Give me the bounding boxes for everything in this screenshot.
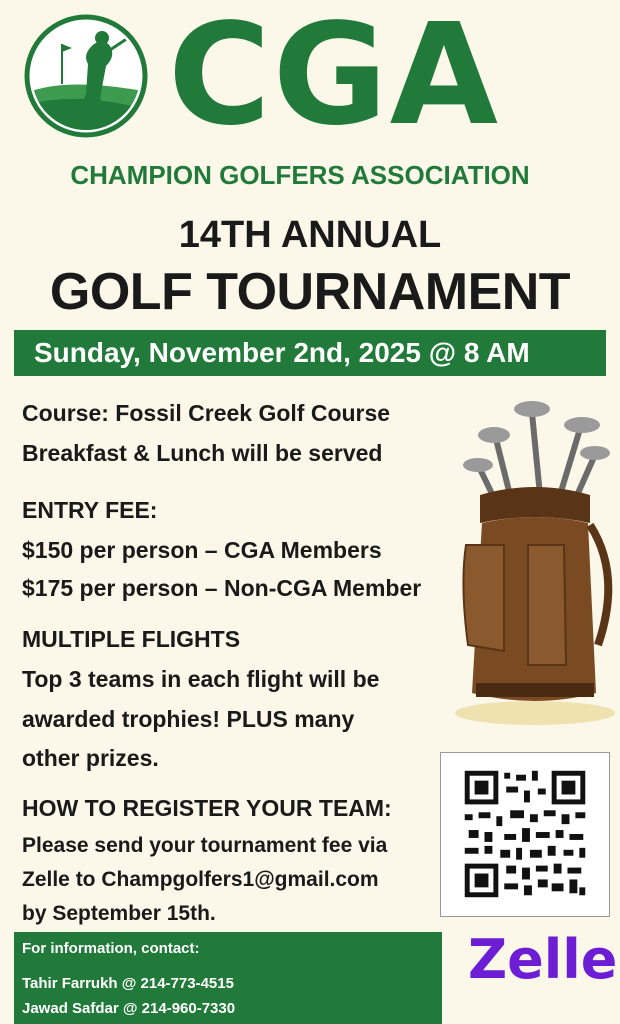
register-line-1: Please send your tournament fee via: [22, 834, 388, 857]
cga-logo-text: CGA: [168, 0, 501, 157]
flights-line-3: other prizes.: [22, 745, 159, 771]
zelle-logo: Zelle: [468, 928, 618, 991]
date-banner: Sunday, November 2nd, 2025 @ 8 AM: [14, 330, 606, 376]
contact-box: [14, 932, 442, 1024]
contact-heading: For information, contact:: [22, 940, 200, 957]
registration-qr-code[interactable]: [440, 752, 610, 917]
member-fee: $150 per person – CGA Members: [22, 537, 382, 563]
flights-heading: MULTIPLE FLIGHTS: [22, 626, 241, 652]
register-heading: HOW TO REGISTER YOUR TEAM:: [22, 795, 392, 821]
golfer-logo-icon: [24, 14, 148, 138]
course-line: Course: Fossil Creek Golf Course: [22, 400, 391, 426]
meals-line: Breakfast & Lunch will be served: [22, 440, 383, 466]
non-member-fee: $175 per person – Non-CGA Member: [22, 575, 422, 601]
contact-tahir: Tahir Farrukh @ 214-773-4515: [22, 975, 234, 992]
contact-jawad: Jawad Safdar @ 214-960-7330: [22, 1000, 236, 1017]
golf-bag-icon: [440, 395, 620, 730]
tournament-title: GOLF TOURNAMENT: [49, 263, 571, 321]
annual-title: 14TH ANNUAL: [178, 214, 442, 256]
entry-fee-heading: ENTRY FEE:: [22, 497, 158, 523]
association-name: CHAMPION GOLFERS ASSOCIATION: [70, 160, 530, 190]
register-line-2: Zelle to Champgolfers1@gmail.com: [22, 868, 379, 891]
register-line-3: by September 15th.: [22, 902, 216, 925]
flights-line-2: awarded trophies! PLUS many: [22, 706, 355, 732]
flights-line-1: Top 3 teams in each flight will be: [22, 666, 380, 692]
